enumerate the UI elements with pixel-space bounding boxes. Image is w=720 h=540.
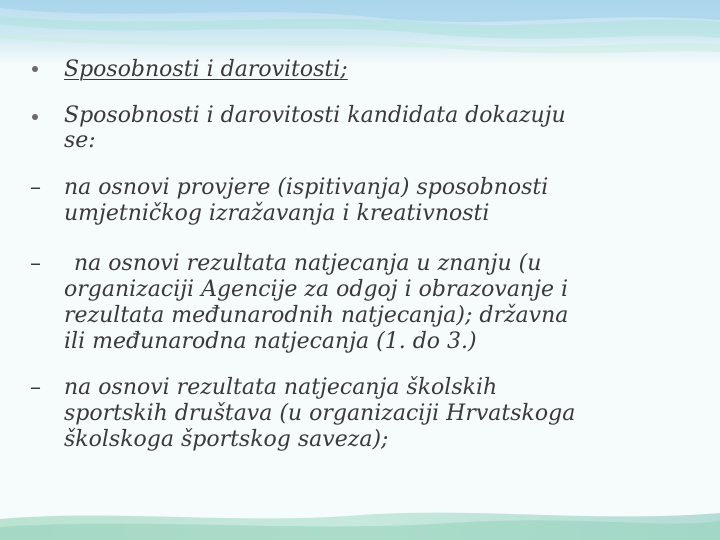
dash-marker: – xyxy=(30,175,41,200)
bullet-text-line: se: xyxy=(64,128,96,153)
dash-text-line: ili međunarodna natjecanja (1. do 3.) xyxy=(64,329,477,354)
dash-marker: – xyxy=(30,375,41,400)
bullet-dot xyxy=(32,66,38,72)
dash-text-line: rezultata međunarodnih natjecanja); državna xyxy=(64,303,569,328)
dash-text-line: na osnovi rezultata natjecanja školskih xyxy=(64,375,498,400)
bullet-text-line: Sposobnosti i darovitosti kandidata dokazuju xyxy=(64,103,566,128)
bullet-heading: Sposobnosti i darovitosti; xyxy=(64,57,348,82)
dash-text-line: na osnovi rezultata natjecanja u znanju (u xyxy=(74,251,542,276)
dash-text-line: organizaciji Agencije za odgoj i obrazovanje i xyxy=(64,277,569,302)
dash-text-line: umjetničkog izražavanja i kreativnosti xyxy=(64,201,490,226)
bullet-dot xyxy=(32,114,38,120)
dash-text-line: školskoga športskog saveza); xyxy=(64,427,389,452)
dash-marker: – xyxy=(30,251,41,276)
dash-text-line: sportskih društava (u organizaciji Hrvatskoga xyxy=(64,401,576,426)
dash-text-line: na osnovi provjere (ispitivanja) sposobnosti xyxy=(64,175,549,200)
